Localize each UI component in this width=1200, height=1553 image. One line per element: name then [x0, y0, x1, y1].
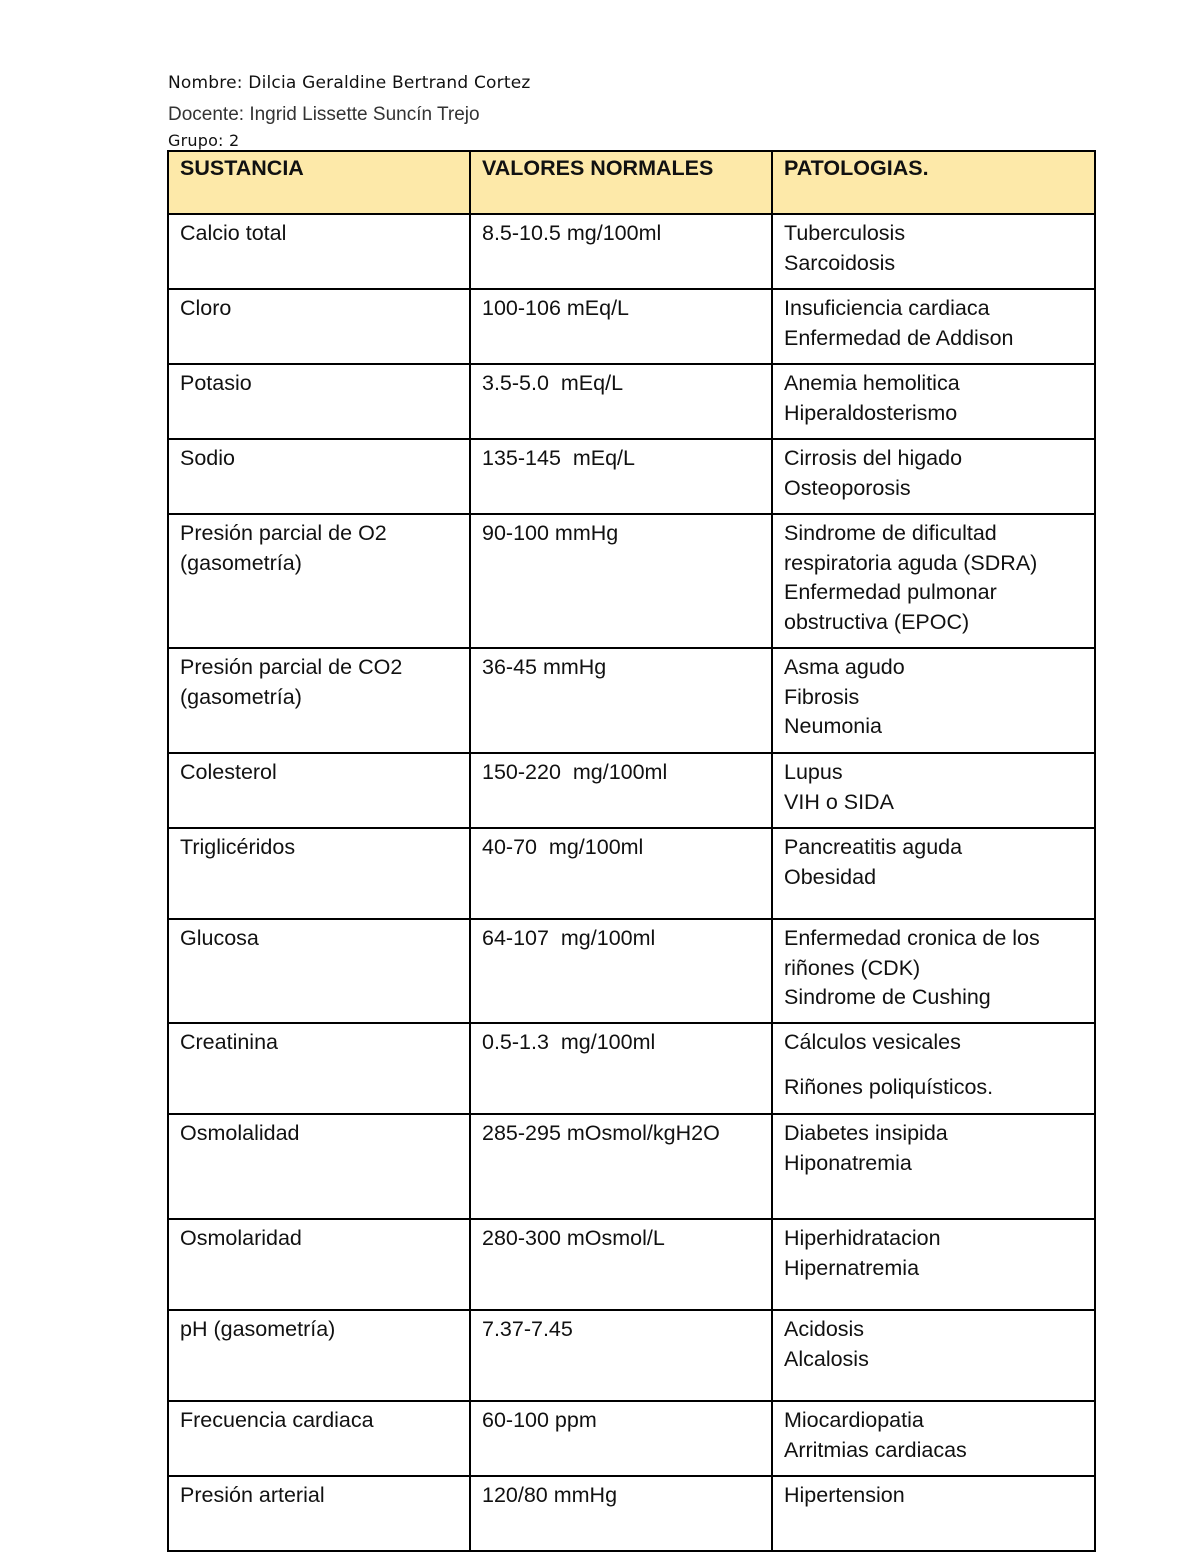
patologia-line: Cirrosis del higado: [784, 446, 963, 470]
patologia-line: riñones (CDK): [784, 955, 921, 980]
sustancia-line: Triglicéridos: [180, 835, 296, 859]
cell-valores: [470, 1114, 772, 1219]
sustancia-line: Creatinina: [180, 1030, 278, 1054]
table-row: [168, 1401, 1095, 1476]
patologia-line: Arritmias cardiacas: [784, 1437, 967, 1462]
cell-sustancia: [168, 1114, 470, 1219]
cell-patologias: [772, 828, 1095, 919]
valores-text: 36-45 mmHg: [482, 655, 607, 679]
sustancia-line: Frecuencia cardiaca: [180, 1408, 374, 1432]
patologia-line: Neumonia: [784, 714, 882, 738]
column-header-valores: VALORES NORMALES: [470, 151, 772, 214]
valores-text: 3.5-5.0 mEq/L: [482, 371, 624, 395]
cell-patologias: [772, 364, 1095, 439]
table-row: [168, 364, 1095, 439]
cell-patologias: [772, 1476, 1095, 1551]
cell-patologias: [772, 919, 1095, 1023]
cell-sustancia: [168, 289, 470, 364]
cell-patologias: [772, 753, 1095, 828]
cell-valores: [470, 648, 772, 753]
cell-sustancia: [168, 1476, 470, 1551]
patologia-line: Sindrome de Cushing: [784, 985, 991, 1009]
cell-patologias: [772, 439, 1095, 514]
cell-patologias: [772, 648, 1095, 753]
cell-valores: [470, 439, 772, 514]
valores-text: 40-70 mg/100ml: [482, 835, 644, 859]
valores-text: 135-145 mEq/L: [482, 446, 635, 470]
patologia-line: Sindrome de dificultad: [784, 521, 997, 545]
table-header-row: [168, 151, 1095, 214]
patologia-line: Asma agudo: [784, 655, 905, 679]
sustancia-line: Osmolalidad: [180, 1121, 300, 1145]
patologia-line: Acidosis: [784, 1317, 865, 1341]
valores-text: 0.5-1.3 mg/100ml: [482, 1030, 656, 1054]
cell-patologias: [772, 289, 1095, 364]
table-row: [168, 439, 1095, 514]
patologia-line: Osteoporosis: [784, 475, 911, 500]
patologia-line: obstructiva (EPOC): [784, 609, 970, 634]
cell-valores: [470, 1310, 772, 1401]
cell-valores: [470, 919, 772, 1023]
cell-sustancia: [168, 828, 470, 919]
patologia-line: Hiperhidratacion: [784, 1226, 941, 1250]
cell-sustancia: [168, 439, 470, 514]
cell-patologias: [772, 514, 1095, 648]
valores-text: 90-100 mmHg: [482, 521, 619, 545]
cell-sustancia: [168, 1219, 470, 1310]
cell-sustancia: [168, 919, 470, 1023]
cell-patologias: [772, 1219, 1095, 1310]
cell-patologias: [772, 1114, 1095, 1219]
cell-sustancia: [168, 1310, 470, 1401]
patologia-line: Riñones poliquísticos.: [784, 1074, 994, 1099]
valores-text: 150-220 mg/100ml: [482, 760, 668, 784]
cell-valores: [470, 1401, 772, 1476]
sustancia-line: Colesterol: [180, 760, 277, 784]
student-name: Nombre: Dilcia Geraldine Bertrand Cortez: [168, 73, 531, 93]
table-row: [168, 1476, 1095, 1551]
patologia-line: Enfermedad cronica de los: [784, 926, 1040, 950]
cell-valores: [470, 514, 772, 648]
sustancia-line: (gasometría): [180, 684, 302, 709]
teacher-name: Docente: Ingrid Lissette Suncín Trejo: [168, 104, 480, 125]
sustancia-line: Presión arterial: [180, 1483, 325, 1507]
cell-patologias: [772, 1310, 1095, 1401]
patologia-line: Alcalosis: [784, 1346, 869, 1371]
cell-sustancia: [168, 1023, 470, 1114]
valores-text: 285-295 mOsmol/kgH2O: [482, 1121, 720, 1145]
table-row: [168, 514, 1095, 648]
sustancia-line: Cloro: [180, 296, 232, 320]
cell-sustancia: [168, 214, 470, 289]
column-header-patologias: PATOLOGIAS.: [772, 151, 1095, 214]
patologia-line: Pancreatitis aguda: [784, 835, 963, 859]
sustancia-line: Osmolaridad: [180, 1226, 302, 1250]
sustancia-line: Presión parcial de O2: [180, 521, 387, 545]
sustancia-line: Presión parcial de CO2: [180, 655, 403, 679]
sustancia-line: Potasio: [180, 371, 252, 395]
sustancia-line: pH (gasometría): [180, 1317, 336, 1341]
cell-sustancia: [168, 648, 470, 753]
cell-sustancia: [168, 514, 470, 648]
cell-patologias: [772, 1023, 1095, 1114]
table-row: [168, 1219, 1095, 1310]
sustancia-line: (gasometría): [180, 550, 302, 575]
patologia-line: Cálculos vesicales: [784, 1030, 961, 1054]
column-header-sustancia: SUSTANCIA: [168, 151, 470, 214]
patologia-line: Fibrosis: [784, 684, 860, 709]
cell-sustancia: [168, 753, 470, 828]
table-row: [168, 828, 1095, 919]
valores-text: 100-106 mEq/L: [482, 296, 630, 320]
cell-valores: [470, 289, 772, 364]
cell-valores: [470, 1023, 772, 1114]
lab-values-table: [167, 150, 1096, 1552]
patologia-line: Hipertension: [784, 1483, 905, 1507]
table-body: [168, 214, 1095, 1551]
patologia-line: Lupus: [784, 760, 843, 784]
cell-valores: [470, 828, 772, 919]
cell-valores: [470, 214, 772, 289]
valores-text: 8.5-10.5 mg/100ml: [482, 221, 662, 245]
patologia-line: Enfermedad pulmonar: [784, 580, 997, 604]
cell-valores: [470, 753, 772, 828]
patologia-line: respiratoria aguda (SDRA): [784, 550, 1038, 575]
patologia-line: Tuberculosis: [784, 221, 906, 245]
cell-valores: [470, 364, 772, 439]
patologia-line: Insuficiencia cardiaca: [784, 296, 990, 320]
table-row: [168, 1310, 1095, 1401]
patologia-line: Sarcoidosis: [784, 250, 896, 275]
patologia-line: Hiperaldosterismo: [784, 400, 958, 425]
cell-sustancia: [168, 364, 470, 439]
cell-valores: [470, 1476, 772, 1551]
cell-patologias: [772, 1401, 1095, 1476]
table-row: [168, 214, 1095, 289]
table-row: [168, 1023, 1095, 1114]
group-number: Grupo: 2: [168, 131, 240, 150]
table-row: [168, 753, 1095, 828]
table-row: [168, 648, 1095, 753]
patologia-line: Obesidad: [784, 864, 877, 889]
valores-text: 64-107 mg/100ml: [482, 926, 656, 950]
patologia-line: Hipernatremia: [784, 1255, 920, 1280]
patologia-line: Diabetes insipida: [784, 1121, 948, 1145]
patologia-line: VIH o SIDA: [784, 789, 894, 814]
patologia-line: Hiponatremia: [784, 1150, 912, 1175]
sustancia-line: Sodio: [180, 446, 235, 470]
table-row: [168, 289, 1095, 364]
sustancia-line: Calcio total: [180, 221, 287, 245]
valores-text: 7.37-7.45: [482, 1317, 573, 1341]
patologia-line: Anemia hemolitica: [784, 371, 960, 395]
cell-valores: [470, 1219, 772, 1310]
patologia-line: Miocardiopatia: [784, 1408, 924, 1432]
valores-text: 60-100 ppm: [482, 1408, 597, 1432]
table-row: [168, 919, 1095, 1023]
valores-text: 120/80 mmHg: [482, 1483, 618, 1507]
sustancia-line: Glucosa: [180, 926, 259, 950]
cell-sustancia: [168, 1401, 470, 1476]
table-row: [168, 1114, 1095, 1219]
patologia-line: Enfermedad de Addison: [784, 325, 1014, 350]
valores-text: 280-300 mOsmol/L: [482, 1226, 665, 1250]
cell-patologias: [772, 214, 1095, 289]
